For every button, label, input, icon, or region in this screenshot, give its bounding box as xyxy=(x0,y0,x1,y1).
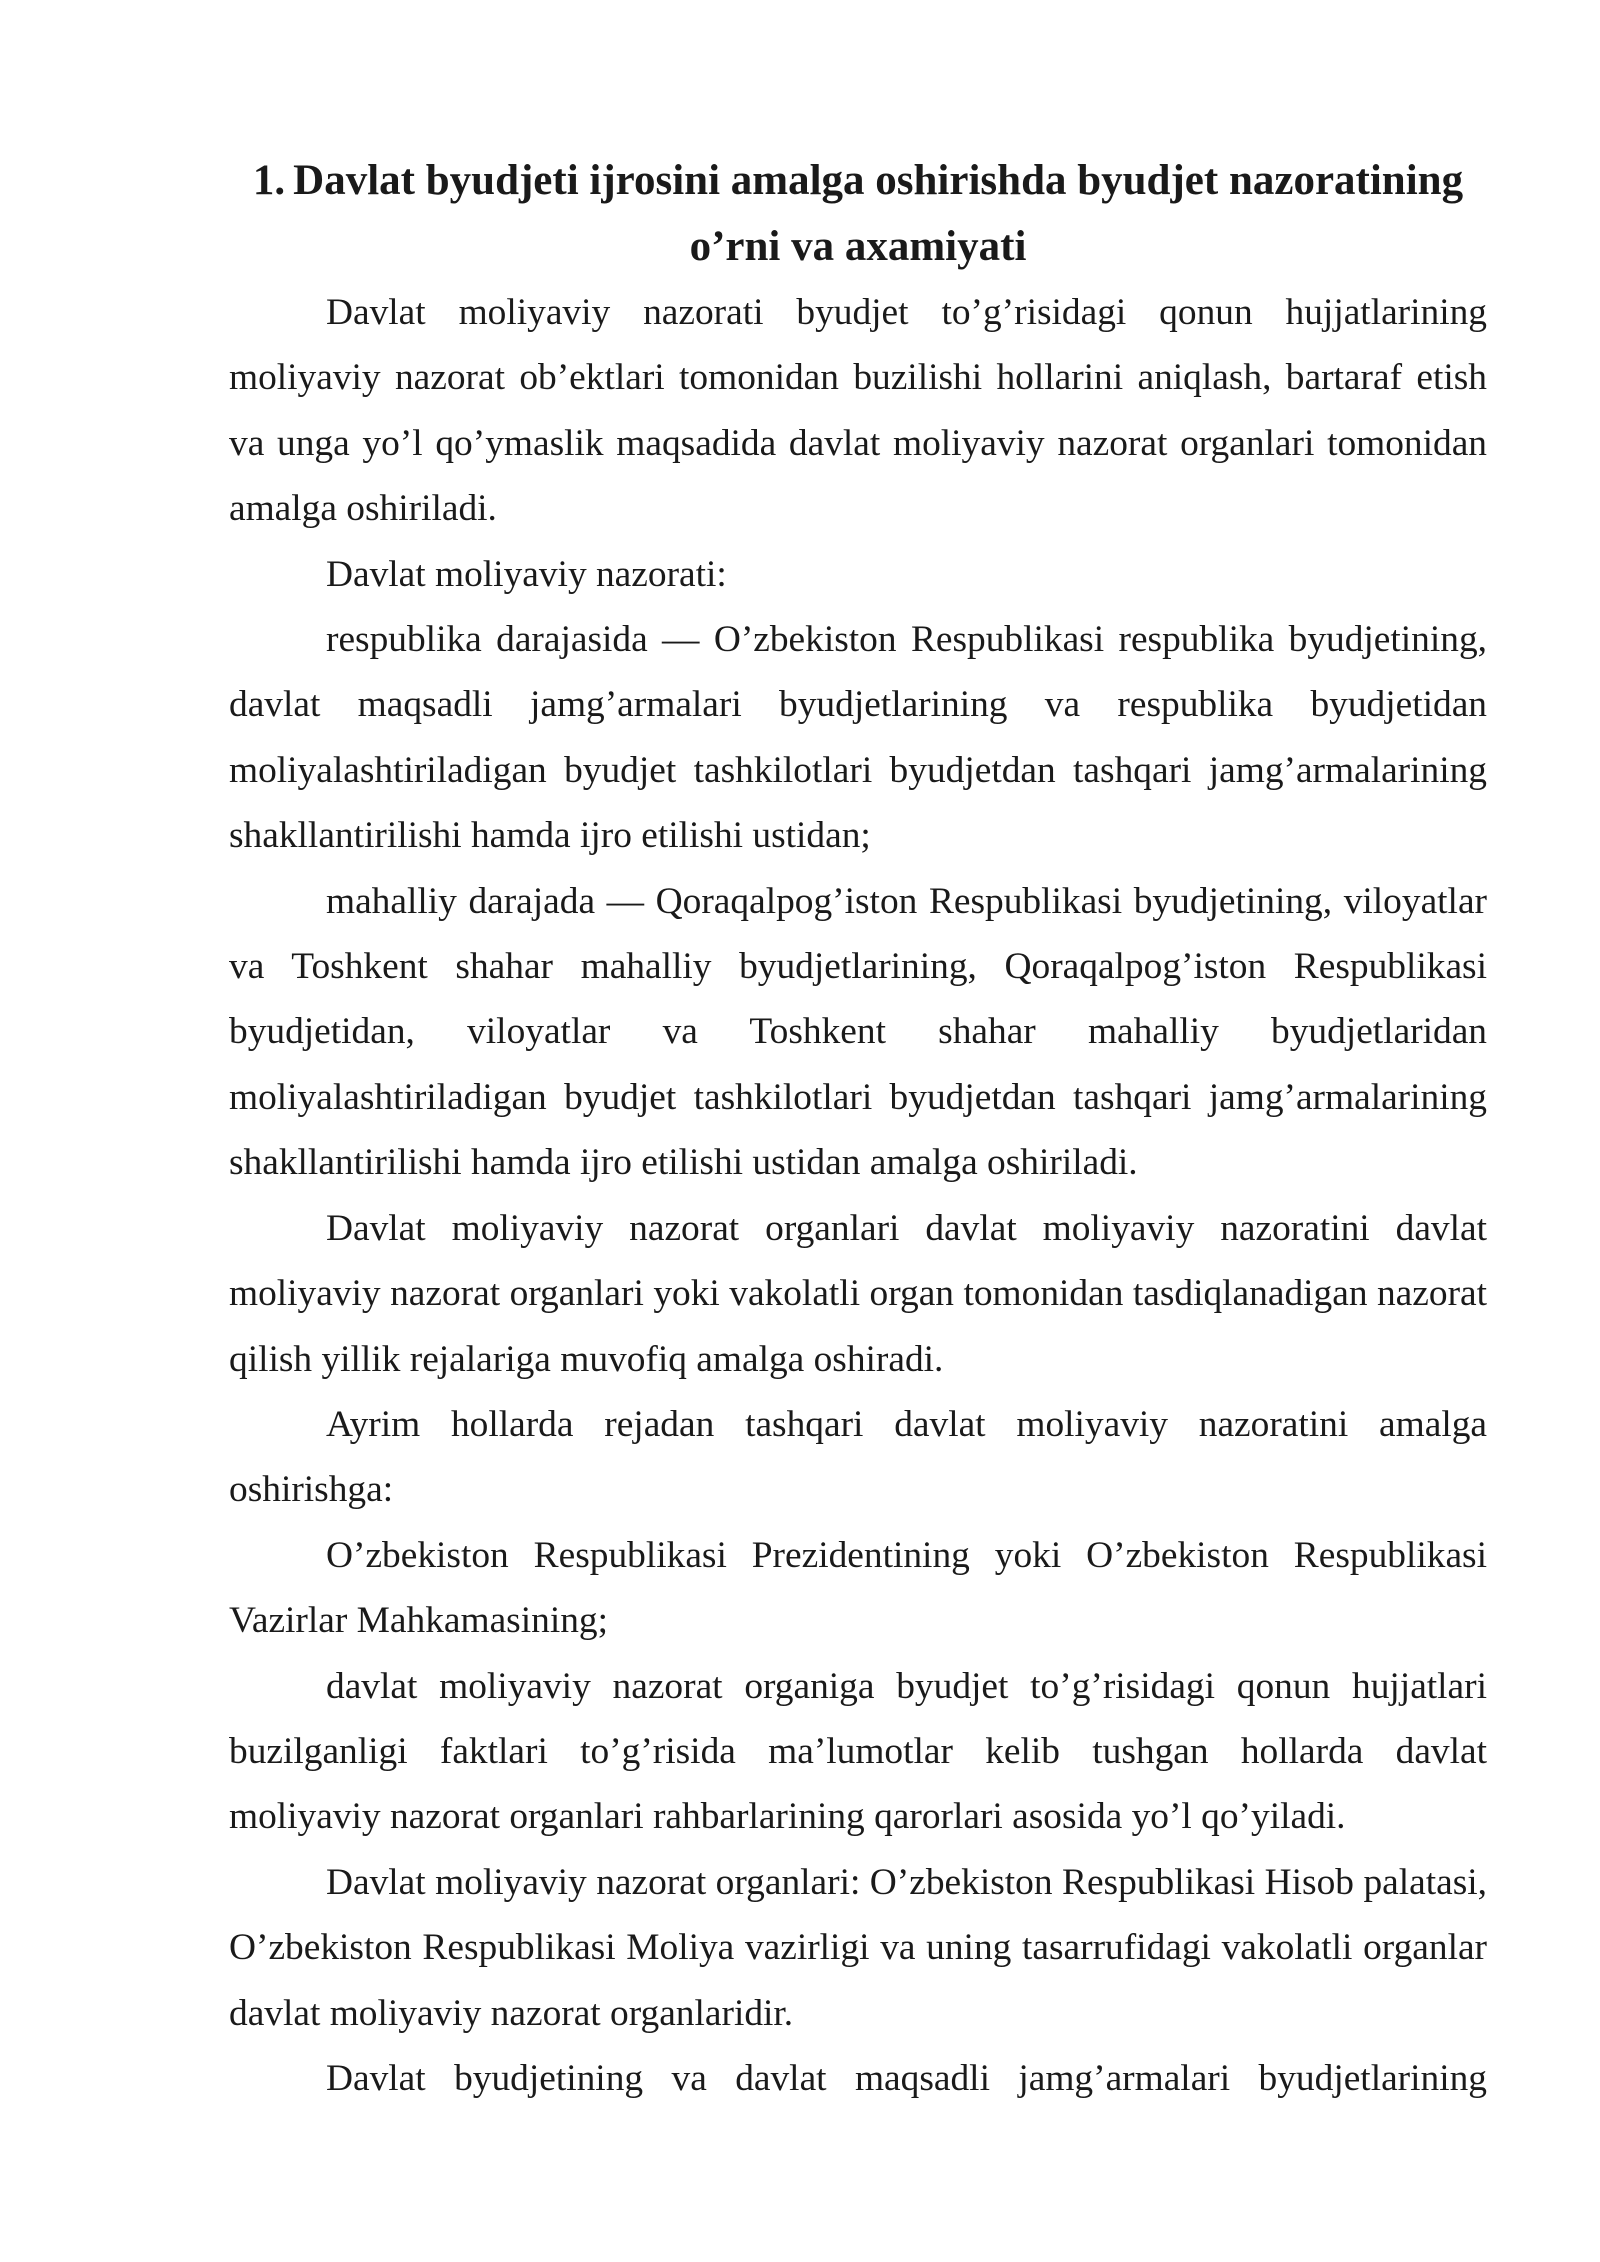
paragraph: Ayrim hollarda rejadan tashqari davlat moliyaviy nazoratini amalga oshirishga: xyxy=(229,1403,1487,1511)
body-text xyxy=(229,280,1487,2111)
paragraph: Davlat moliyaviy nazorat organlari davlat moliyaviy nazoratini davlat moliyaviy nazorat organlari yoki vakolatli organ tomonidan tasdiqlanadigan nazorat qilish yillik rejalariga muvofiq amalga oshiradi. xyxy=(229,1207,1487,1380)
heading-line-1 xyxy=(229,148,1487,214)
document-page xyxy=(229,148,1487,2111)
paragraph: Davlat moliyaviy nazorati byudjet to’g’risidagi qonun hujjatlarining moliyaviy nazorat ob’ektlari tomonidan buzilishi hollarini aniqlash, bartaraf etish va unga yo’l qo’ymaslik maqsadida davlat moliyaviy nazorat organlari tomonidan amalga oshiriladi. xyxy=(229,292,1487,530)
paragraph: davlat moliyaviy nazorat organiga byudjet to’g’risidagi qonun hujjatlari buzilganligi faktlari to’g’risida ma’lumotlar kelib tushgan hollarda davlat moliyaviy nazorat organlari rahbarlarining qarorlari asosida yo’l qo’yiladi. xyxy=(229,1665,1487,1838)
paragraph: mahalliy darajada — Qoraqalpog’iston Respublikasi byudjetining, viloyatlar va Toshkent shahar mahalliy byudjetlarining, Qoraqalpog’iston Respublikasi byudjetidan, viloyatlar va Toshkent shahar mahalliy byudjetlaridan moliyalashtiriladigan byudjet tashkilotlari byudjetdan tashqari jamg’armalarining shakllantirilishi hamda ijro etilishi ustidan amalga oshiriladi. xyxy=(229,880,1487,1184)
paragraph: Davlat moliyaviy nazorat organlari: O’zbekiston Respublikasi Hisob palatasi, O’zbekiston Respublikasi Moliya vazirligi va uning tasarrufidagi vakolatli organlar davlat moliyaviy nazorat organlaridir. xyxy=(229,1861,1487,2034)
paragraph: respublika darajasida — O’zbekiston Respublikasi respublika byudjetining, davlat maqsadli jamg’armalari byudjetlarining va respublika byudjetidan moliyalashtiriladigan byudjet tashkilotlari byudjetdan tashqari jamg’armalarining shakllantirilishi hamda ijro etilishi ustidan; xyxy=(229,619,1487,857)
paragraph-continued: Davlat byudjetining va davlat maqsadli jamg’armalari byudjetlarining xyxy=(326,2057,1487,2099)
heading-title-part-2: o’rni va axamiyati xyxy=(689,223,1027,270)
heading-number: 1. xyxy=(252,157,286,204)
paragraph: O’zbekiston Respublikasi Prezidentining yoki O’zbekiston Respublikasi Vazirlar Mahkamasining; xyxy=(229,1534,1487,1642)
paragraph: Davlat moliyaviy nazorati: xyxy=(326,553,727,595)
heading-title-part-1: Davlat byudjeti ijrosini amalga oshirishda byudjet nazoratining xyxy=(293,157,1464,204)
section-heading xyxy=(229,148,1487,280)
